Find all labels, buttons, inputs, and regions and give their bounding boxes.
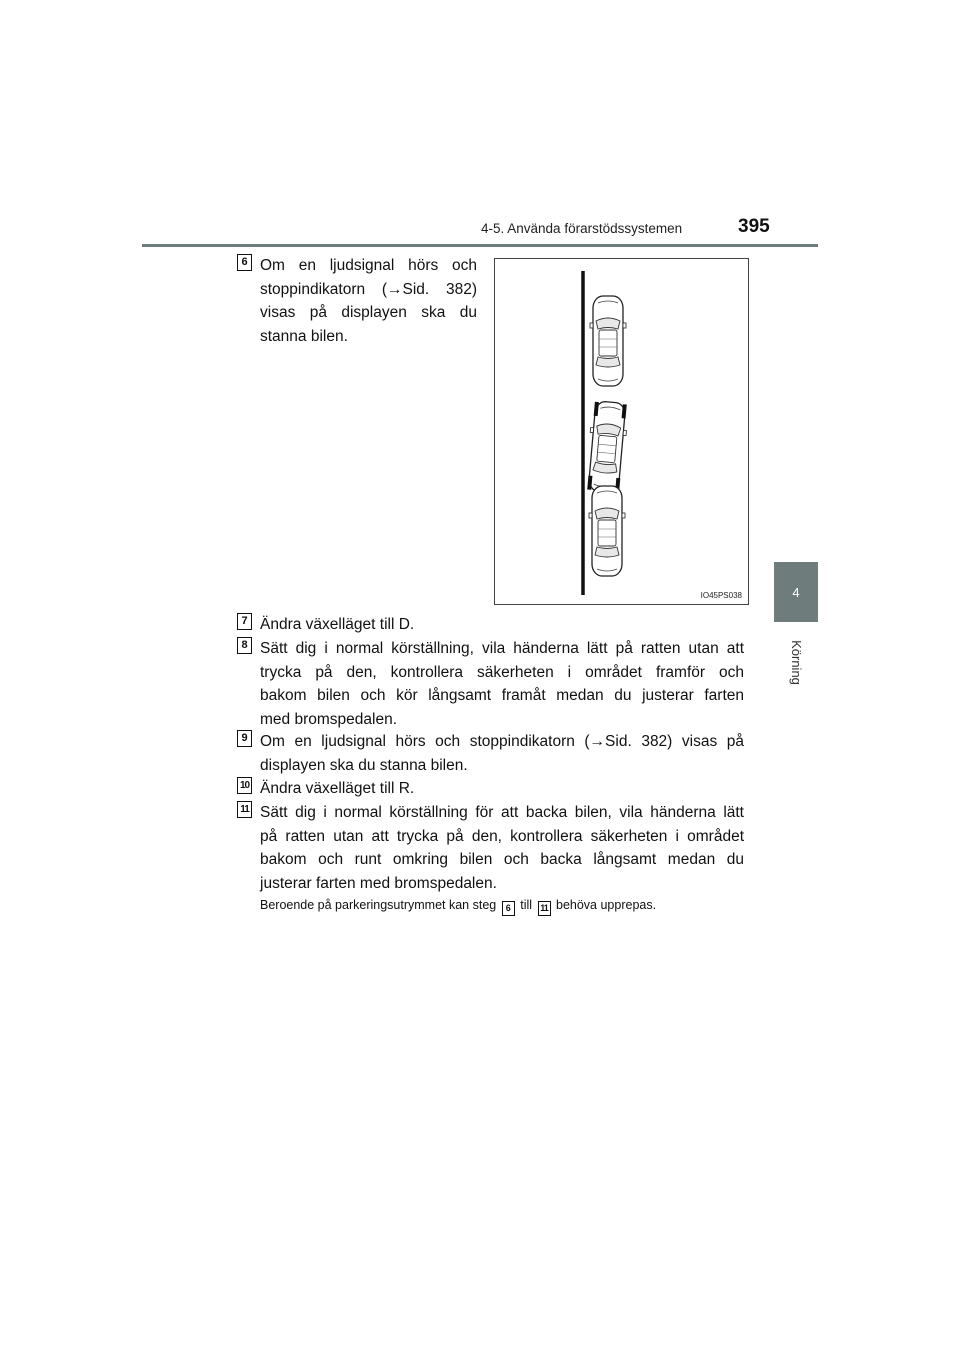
page-number: 395 — [738, 216, 770, 237]
step-badge-11: 11 — [237, 801, 252, 818]
step-8-line-1: Sätt dig i normal körställning, vila händerna lätt på ratten utan att — [260, 640, 744, 657]
step-badge-7: 7 — [237, 613, 252, 630]
note-middle: till — [520, 898, 533, 912]
parking-figure — [494, 258, 749, 605]
step-11-text — [260, 801, 744, 895]
chapter-label-text: Körning — [788, 639, 804, 685]
chapter-label — [781, 632, 811, 692]
chapter-tab — [774, 562, 818, 622]
step-badge-9: 9 — [237, 730, 252, 747]
parking-illustration — [495, 259, 750, 606]
step-11-line-3: bakom och runt omkring bilen och backa långsamt medan du — [260, 851, 744, 868]
header-rule — [142, 244, 818, 247]
note-suffix: behöva upprepas. — [556, 898, 657, 912]
parked-car-rear — [589, 486, 625, 576]
step-8-line-2: trycka på den, kontrollera säkerheten i området framför och — [260, 663, 744, 681]
step-8-line-3: bakom bilen och kör långsamt framåt medan du justerar farten — [260, 687, 744, 704]
note-prefix: Beroende på parkeringsutrymmet kan steg — [260, 898, 497, 912]
step-badge-8: 8 — [237, 637, 252, 654]
note-badge-to: 11 — [538, 901, 551, 916]
step-6-line-1: Om en ljudsignal hörs och — [260, 257, 477, 274]
step-6-line-2: stoppindikatorn (→Sid. 382) — [260, 280, 477, 298]
step-badge-10: 10 — [237, 777, 252, 794]
figure-code: IO45PS038 — [700, 591, 742, 600]
step-9-line-1: Om en ljudsignal hörs och stoppindikatorn (→Sid. 382) visas på — [260, 733, 744, 750]
step-10-line-1: Ändra växelläget till R. — [260, 780, 415, 797]
maneuvering-car — [585, 401, 629, 494]
step-8-text — [260, 637, 744, 731]
step-badge-6: 6 — [237, 254, 252, 271]
step-6-text — [260, 254, 477, 348]
section-title: 4-5. Använda förarstödssystemen — [481, 221, 683, 236]
step-11-line-1: Sätt dig i normal körställning för att backa bilen, vila händerna lätt — [260, 804, 744, 821]
step-11-line-2: på ratten utan att trycka på den, kontrollera säkerheten i området — [260, 827, 744, 845]
step-10-text — [260, 777, 744, 801]
step-6-line-4: stanna bilen. — [260, 327, 348, 345]
chapter-number: 4 — [792, 584, 800, 600]
step-9-text — [260, 730, 744, 777]
step-9-line-2: displayen ska du stanna bilen. — [260, 756, 468, 774]
step-7-text — [260, 613, 744, 637]
note — [260, 898, 656, 916]
step-8-line-4: med bromspedalen. — [260, 710, 397, 728]
step-11-line-4: justerar farten med bromspedalen. — [260, 874, 497, 892]
parked-car-front — [590, 296, 626, 386]
note-badge-from: 6 — [502, 901, 515, 916]
step-6-line-3: visas på displayen ska du — [260, 304, 477, 321]
step-7-line-1: Ändra växelläget till D. — [260, 616, 415, 633]
